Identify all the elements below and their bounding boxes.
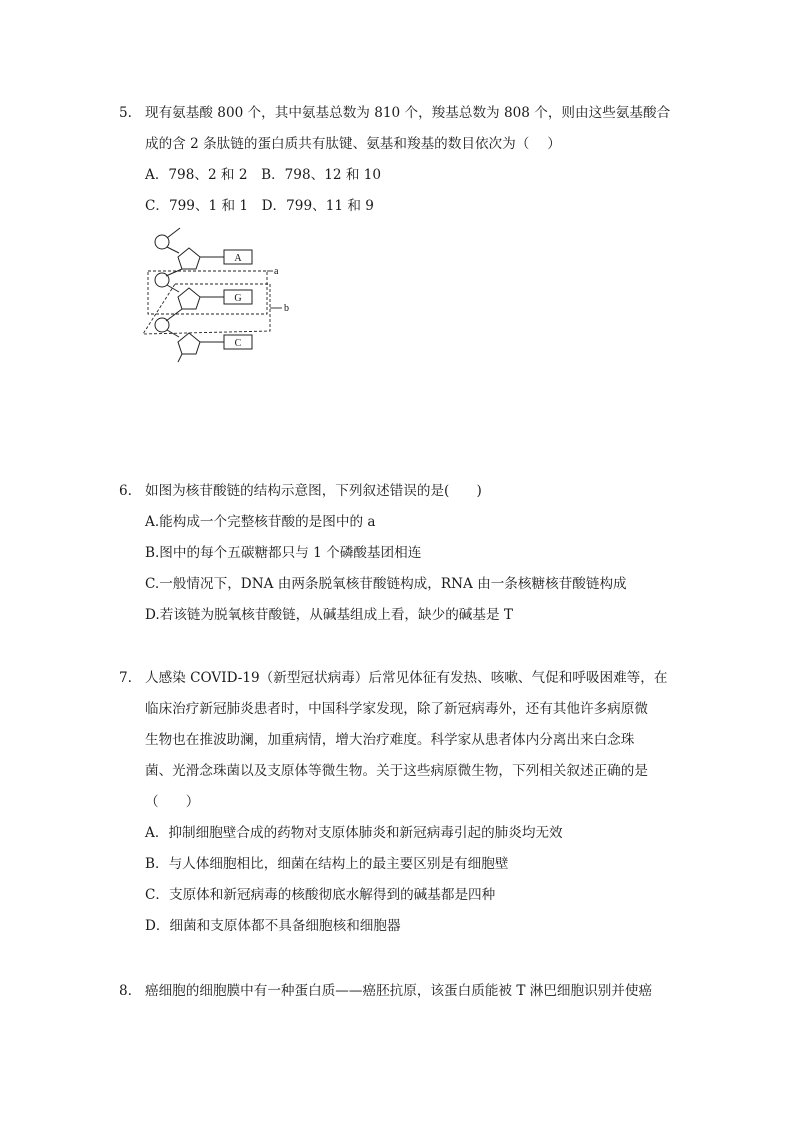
phosphate-circle — [155, 235, 169, 249]
option-line: A.能构成一个完整核苷酸的是图中的 a — [145, 514, 376, 530]
pentose-sugar — [178, 288, 200, 309]
chain-end-bond — [178, 354, 182, 362]
question-text-line: 临床治疗新冠肺炎患者时，中国科学家发现，除了新冠病毒外，还有其他许多病原微 — [145, 701, 648, 717]
phosphate-bond — [167, 247, 179, 253]
option-line: C．支原体和新冠病毒的核酸彻底水解得到的碱基都是四种 — [145, 887, 496, 903]
question-number: 7. — [119, 670, 132, 686]
option-line: D．细菌和支原体都不具备细胞核和细胞器 — [145, 918, 401, 934]
phosphodiester-bond — [166, 309, 182, 321]
base-label: A — [234, 253, 242, 264]
question-text-line: 如图为核苷酸链的结构示意图，下列叙述错误的是( ) — [145, 483, 482, 499]
question-text-line: 生物也在推波助澜，加重病情，增大治疗难度。科学家从患者体内分离出来白念珠 — [145, 732, 635, 748]
phosphate-bond — [167, 285, 179, 292]
question-text-line: 人感染 COVID-19（新型冠状病毒）后常见体征有发热、咳嗽、气促和呼吸困难等，在 — [145, 670, 668, 686]
option-line: A．抑制细胞壁合成的药物对支原体肺炎和新冠病毒引起的肺炎均无效 — [145, 825, 563, 841]
pentose-sugar — [178, 333, 200, 354]
option-line: B.图中的每个五碳糖都只与 1 个磷酸基团相连 — [145, 545, 422, 561]
box-label-a: a — [274, 266, 279, 277]
question-number: 6. — [119, 483, 132, 499]
dashed-box-a — [148, 271, 267, 314]
base-label: C — [234, 338, 242, 349]
dashed-box-b — [143, 284, 270, 334]
question-text-line: 癌细胞的细胞膜中有一种蛋白质——癌胚抗原，该蛋白质能被 T 淋巴细胞识别并使癌 — [145, 983, 653, 999]
base-label: G — [234, 293, 242, 304]
option-line: C.一般情况下，DNA 由两条脱氧核苷酸链构成，RNA 由一条核糖核苷酸链构成 — [145, 576, 627, 592]
box-label-b: b — [284, 303, 289, 314]
option-line: C．799、1 和 1 D．799、11 和 9 — [145, 198, 374, 214]
option-line: B．与人体细胞相比，细菌在结构上的最主要区别是有细胞壁 — [145, 856, 509, 872]
option-line: A．798、2 和 2 B．798、12 和 10 — [145, 167, 382, 183]
question-text-line: 现有氨基酸 800 个，其中氨基总数为 810 个，羧基总数为 808 个，则由这些氨基酸合 — [145, 105, 671, 121]
question-text-line: 成的含 2 条肽链的蛋白质共有肽键、氨基和羧基的数目依次为（ ） — [145, 136, 561, 152]
phosphate-bond — [167, 330, 179, 337]
phosphodiester-bond — [166, 269, 182, 276]
nucleotide-chain-diagram — [140, 222, 310, 367]
question-text-line: （ ） — [145, 794, 200, 810]
question-text-line: 菌、光滑念珠菌以及支原体等微生物。关于这些病原微生物，下列相关叙述正确的是 — [145, 763, 648, 779]
phosphate-bond — [167, 228, 180, 238]
pentose-sugar — [178, 248, 200, 269]
option-line: D.若该链为脱氧核苷酸链，从碱基组成上看，缺少的碱基是 T — [145, 607, 513, 623]
question-number: 8. — [119, 983, 132, 999]
question-number: 5. — [119, 105, 132, 121]
